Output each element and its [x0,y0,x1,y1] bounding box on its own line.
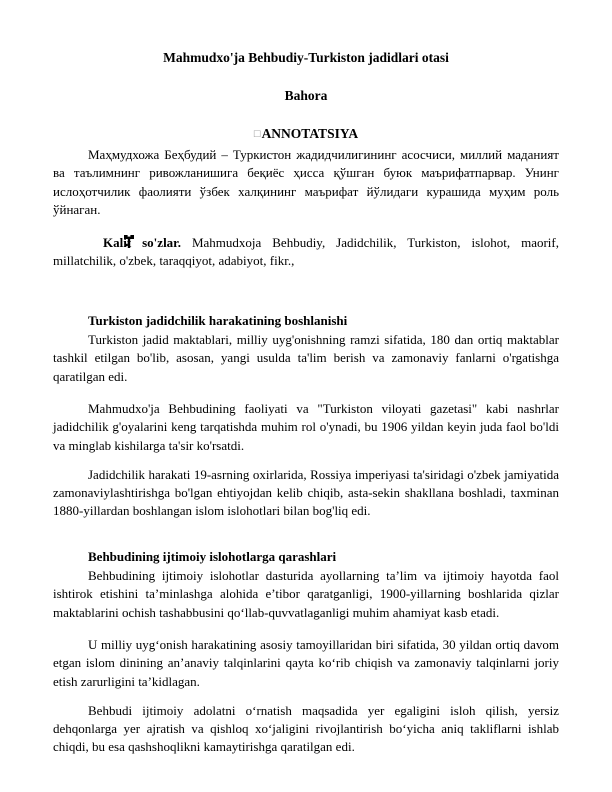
section-heading-jadidchilik: Turkiston jadidchilik harakatining boshlanishi [88,312,348,328]
section-heading-islohotlar: Behbudining ijtimoiy islohotlarga qarashlari [88,548,337,564]
annotation-paragraph: Маҳмудхожа Беҳбудий – Туркистон жадидчилигининг асосчиси, миллий маданият ва таълимнинг ривожланишига беқиёс ҳисса қўшган буюк маърифатпарвар. Унинг ислоҳотчилик фаолияти ўзбек халқининг маърифат йўлидаги курашида муҳим роль ўйнаган. [53,147,559,217]
document-title: Mahmudxo'ja Behbudiy-Turkiston jadidlari otasi [163,50,449,65]
paragraph: U milliy uygʻonish harakatining asosiy tamoyillaridan biri sifatida, 30 yildan ortiq davom etgan islom dinining an’anaviy talqinlarini qayta koʻrib chiqish va zamonaviy talqinlarni joriy etish zarurligini ta’kidlagan. [53,636,559,689]
paragraph: Mahmudxo'ja Behbudining faoliyati va "Turkiston viloyati gazetasi" kabi nashrlar jadidchilik g'oyalarini keng tarqatishda muhim rol o'ynadi, bu 1906 yildan keyin juda faol bo'ldi va minglab kishilarga ta'sir ko'rsatdi. [53,400,559,453]
paragraph: Jadidchilik harakati 19-asrning oxirlarida, Rossiya imperiyasi ta'siridagi o'zbek jamiyatida zamonaviylashtirishga bo'lgan ehtiyojdan kelib chiqib, asta-sekin shakllana boshladi, taxminan 1880-yillardan boshlangan islom islohotlari bilan bog'liq edi. [53,466,559,519]
paragraph: Turkiston jadid maktablari, milliy uyg'onishning ramzi sifatida, 180 dan ortiq maktablar tashkil etilgan bo'lib, asosan, yangi usulda ta'lim berish va zamonaviy fanlarni o'rgatishga qaratilgan edi. [53,332,559,384]
missing-glyph-box-icon: □ [253,128,261,140]
document-subtitle: Bahora [284,88,328,103]
keywords-text: Mahmudxoja Behbudiy, Jadidchilik, Turkiston, islohot, maorif, millatchilik, o'zbek, taraqqiyot, adabiyot, fikr., [53,235,559,269]
paragraph: Behbudi ijtimoiy adolatni oʻrnatish maqsadida yer egaligini isloh qilish, yersiz dehqonlarga yer ajratish va qishloq xoʻjaligini rivojlantirish boʻyicha aniq takliflarni ishlab chiqdi, bu esa qashshoqlikni kamaytirishga qaratilgan edi. [53,702,559,755]
keywords-paragraph [53,234,559,271]
annotation-label: ANNOTATSIYA [261,126,359,141]
key-icon [88,235,100,248]
keywords-label: Kalit so'zlar. [103,235,182,251]
paragraph: Behbudining ijtimoiy islohotlar dasturida ayollarning ta’lim va ijtimoiy hayotda faol ishtirok etishini ta’minlashga alohida e’tibor qaratganligi, 1900-yillarning boshlarida qizlar maktablarini ochish tashabbusini qoʻllab-quvvatlaganligi muhim ahamiyat kasb etadi. [53,568,559,620]
annotation-heading [53,125,559,143]
